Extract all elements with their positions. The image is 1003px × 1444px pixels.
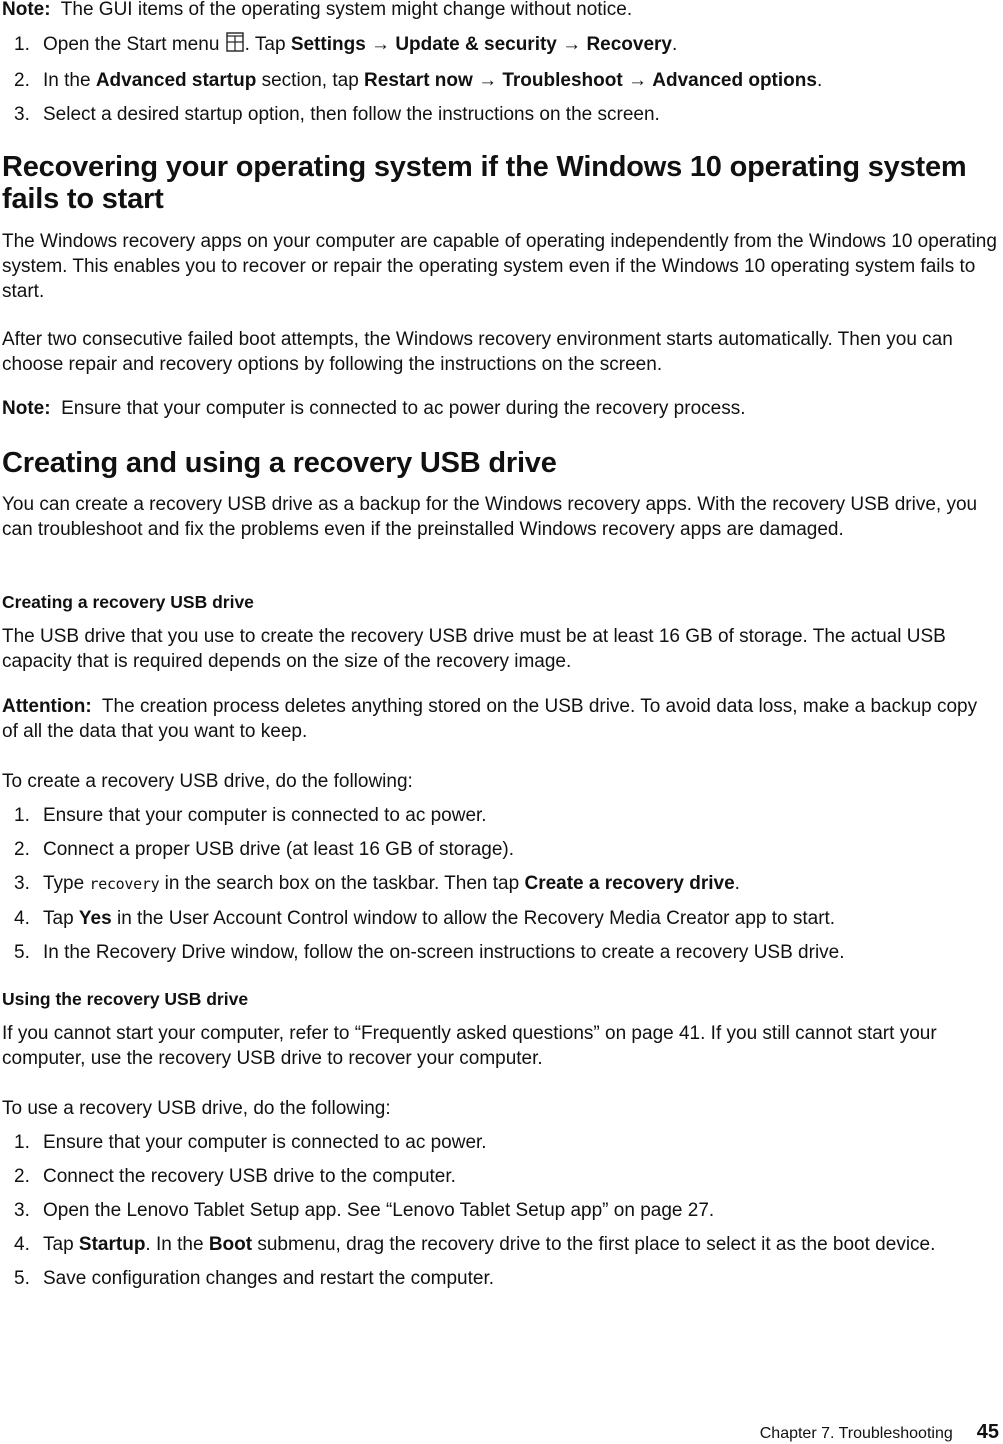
list-item: 3. Select a desired startup option, then follow the instructions on the screen. — [14, 104, 660, 125]
list-item: 1. Ensure that your computer is connected to ac power. — [14, 805, 487, 826]
top-note — [2, 0, 998, 22]
create-usb-steps-list — [2, 803, 992, 974]
list-item: 3. Type recovery in the search box on the taskbar. Then tap Create a recovery drive. — [14, 873, 740, 894]
list-item: 5. In the Recovery Drive window, follow the on-screen instructions to create a recovery USB drive. — [14, 942, 845, 963]
list-item: 1. Ensure that your computer is connected to ac power. — [14, 1132, 487, 1153]
note-label: Note: — [2, 398, 51, 419]
subheading-creating-usb: Creating a recovery USB drive — [2, 592, 254, 612]
page-number: 45 — [976, 1421, 999, 1443]
paragraph: The Windows recovery apps on your computer are capable of operating independently from the Windows 10 operating system. This enables you to recover or repair the operating system even if the Windows 10 operating system fails to start. — [2, 231, 997, 302]
use-usb-steps-list — [2, 1130, 992, 1300]
section-heading-recovering-os: Recovering your operating system if the Windows 10 operating system fails to start — [2, 151, 967, 215]
paragraph: You can create a recovery USB drive as a backup for the Windows recovery apps. With the recovery USB drive, you can troubleshoot and fix the problems even if the preinstalled Windows recovery apps are damaged. — [2, 494, 978, 540]
paragraph: The USB drive that you use to create the recovery USB drive must be at least 16 GB of storage. The actual USB capacity that is required depends on the size of the recovery image. — [2, 626, 946, 672]
list-item: 1. Open the Start menu . Tap Settings → Update & security → Recovery. — [2, 32, 992, 59]
arrow-icon: → — [627, 70, 647, 91]
list-item: 4. Tap Yes in the User Account Control window to allow the Recovery Media Creator app to start. — [14, 908, 836, 929]
windows-start-icon — [226, 32, 244, 59]
section-heading-recovery-usb: Creating and using a recovery USB drive — [2, 447, 557, 479]
attention-note: Attention: The creation process deletes anything stored on the USB drive. To avoid data loss, make a backup copy of all the data that you want to keep. — [2, 696, 978, 742]
subheading-using-usb: Using the recovery USB drive — [2, 989, 249, 1009]
list-item: 5. Save configuration changes and restart the computer. — [14, 1268, 494, 1289]
recovery-note: Note: Ensure that your computer is connected to ac power during the recovery process. — [2, 398, 746, 419]
startup-steps-list — [2, 32, 992, 136]
note-text: The GUI items of the operating system might change without notice. — [60, 0, 633, 20]
paragraph: To use a recovery USB drive, do the following: — [2, 1098, 391, 1119]
list-item: 2. Connect a proper USB drive (at least 16 GB of storage). — [14, 839, 515, 860]
list-item: 3. Open the Lenovo Tablet Setup app. See “Lenovo Tablet Setup app” on page 27. — [14, 1200, 715, 1221]
list-item: 4. Tap Startup. In the Boot submenu, drag the recovery drive to the first place to select it as the boot device. — [14, 1234, 936, 1255]
list-item: 2. Connect the recovery USB drive to the computer. — [14, 1166, 456, 1187]
paragraph: After two consecutive failed boot attempts, the Windows recovery environment starts automatically. Then you can choose repair and recovery options by following the instructions on the screen. — [2, 329, 953, 375]
page-footer — [760, 1422, 999, 1444]
attention-label: Attention: — [2, 696, 92, 717]
note-label: Note: — [2, 0, 51, 20]
arrow-icon: → — [371, 34, 391, 55]
arrow-icon: → — [562, 34, 582, 55]
chapter-label: Chapter 7. Troubleshooting — [759, 1425, 953, 1442]
paragraph: To create a recovery USB drive, do the following: — [2, 771, 413, 792]
paragraph: If you cannot start your computer, refer to “Frequently asked questions” on page 41. If you still cannot start your computer, use the recovery USB drive to recover your computer. — [2, 1023, 937, 1069]
arrow-icon: → — [478, 70, 498, 91]
code-text: recovery — [89, 875, 160, 893]
list-item: 2. In the Advanced startup section, tap Restart now → Troubleshoot → Advanced options. — [14, 70, 823, 91]
